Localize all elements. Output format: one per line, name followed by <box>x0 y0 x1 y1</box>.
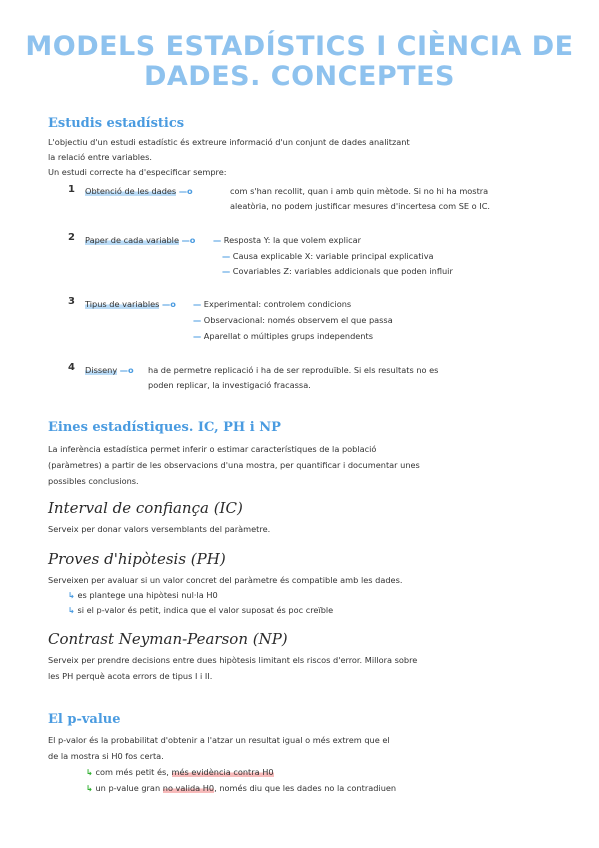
ph-heading: Proves d'hipòtesis (PH) <box>48 550 226 568</box>
s1-intro-line-1: L'objectiu d'un estudi estadístic és extreure informació d'un conjunt de dades analitzant <box>48 137 410 147</box>
s2-line-2: (paràmetres) a partir de les observacions d'una mostra, per quantificar i documentar unes <box>48 460 420 470</box>
item-1-text-2: aleatòria, no podem justificar mesures d'incertesa com SE o IC. <box>230 201 491 211</box>
item-2-label: Paper de cada variable —o <box>85 235 196 245</box>
ph-text: Serveixen per avaluar si un valor concret del paràmetre és compatible amb les dades. <box>48 575 403 585</box>
item-2-sub-c: — Covariables Z: variables addicionals que poden influir <box>222 266 453 276</box>
page-title: MODELS ESTADÍSTICS I CIÈNCIA DE DADES. CONCEPTES <box>25 31 574 92</box>
item-2-sub-b: — Causa explicable X: variable principal explicativa <box>222 251 434 261</box>
ph-bullet-1: ↳ es plantege una hipòtesi nul·la H0 <box>68 590 218 600</box>
item-3-label: Tipus de variables —o <box>85 299 176 309</box>
ic-heading: Interval de confiança (IC) <box>48 499 243 517</box>
s2-line-3: possibles conclusions. <box>48 476 139 486</box>
ph-bullet-2: ↳ si el p-valor és petit, indica que el valor suposat és poc creïble <box>68 605 334 615</box>
item-1-text: com s'han recollit, quan i amb quin mètode. Si no hi ha mostra <box>230 186 489 196</box>
item-4-label: Disseny —o <box>85 365 134 375</box>
pvalue-line-1: El p-valor és la probabilitat d'obtenir a l'atzar un resultat igual o més extrem que el <box>48 735 390 745</box>
pvalue-bullet-2: ↳ un p-value gran no valida H0, només diu que les dades no la contradiuen <box>86 783 397 793</box>
item-1-number: 1 <box>68 184 75 195</box>
item-3-sub-b: — Observacional: només observem el que passa <box>193 315 393 325</box>
item-4-number: 4 <box>68 362 75 373</box>
item-2-sub-a: — Resposta Y: la que volem explicar <box>213 235 362 245</box>
section-heading-eines: Eines estadístiques. IC, PH i NP <box>48 420 281 435</box>
item-4-text: ha de permetre replicació i ha de ser reproduïble. Si els resultats no es <box>148 365 439 375</box>
section-heading-estudis: Estudis estadístics <box>48 116 185 131</box>
s1-intro-line-2: la relació entre variables. <box>48 152 152 162</box>
s1-intro-line-3: Un estudi correcte ha d'especificar sempre: <box>48 167 227 177</box>
pvalue-line-2: de la mostra si H0 fos certa. <box>48 751 164 761</box>
np-heading: Contrast Neyman-Pearson (NP) <box>48 630 288 648</box>
s2-line-1: La inferència estadística permet inferir o estimar característiques de la població <box>48 444 377 454</box>
np-text-1: Serveix per prendre decisions entre dues hipòtesis limitant els riscos d'error. Millora sobre <box>48 655 418 665</box>
item-3-number: 3 <box>68 296 75 307</box>
pvalue-bullet-1: ↳ com més petit és, més evidència contra H0 <box>86 767 274 777</box>
item-3-sub-c: — Aparellat o múltiples grups independents <box>193 331 373 341</box>
item-3-sub-a: — Experimental: controlem condicions <box>193 299 352 309</box>
item-1-label: Obtenció de les dades —o <box>85 186 193 196</box>
ic-text: Serveix per donar valors versemblants del paràmetre. <box>48 524 271 534</box>
item-2-number: 2 <box>68 232 75 243</box>
section-heading-pvalue: El p-value <box>48 712 121 727</box>
item-4-text-2: poden replicar, la investigació fracassa. <box>148 380 311 390</box>
np-text-2: les PH perquè acota errors de tipus I i II. <box>48 671 213 681</box>
